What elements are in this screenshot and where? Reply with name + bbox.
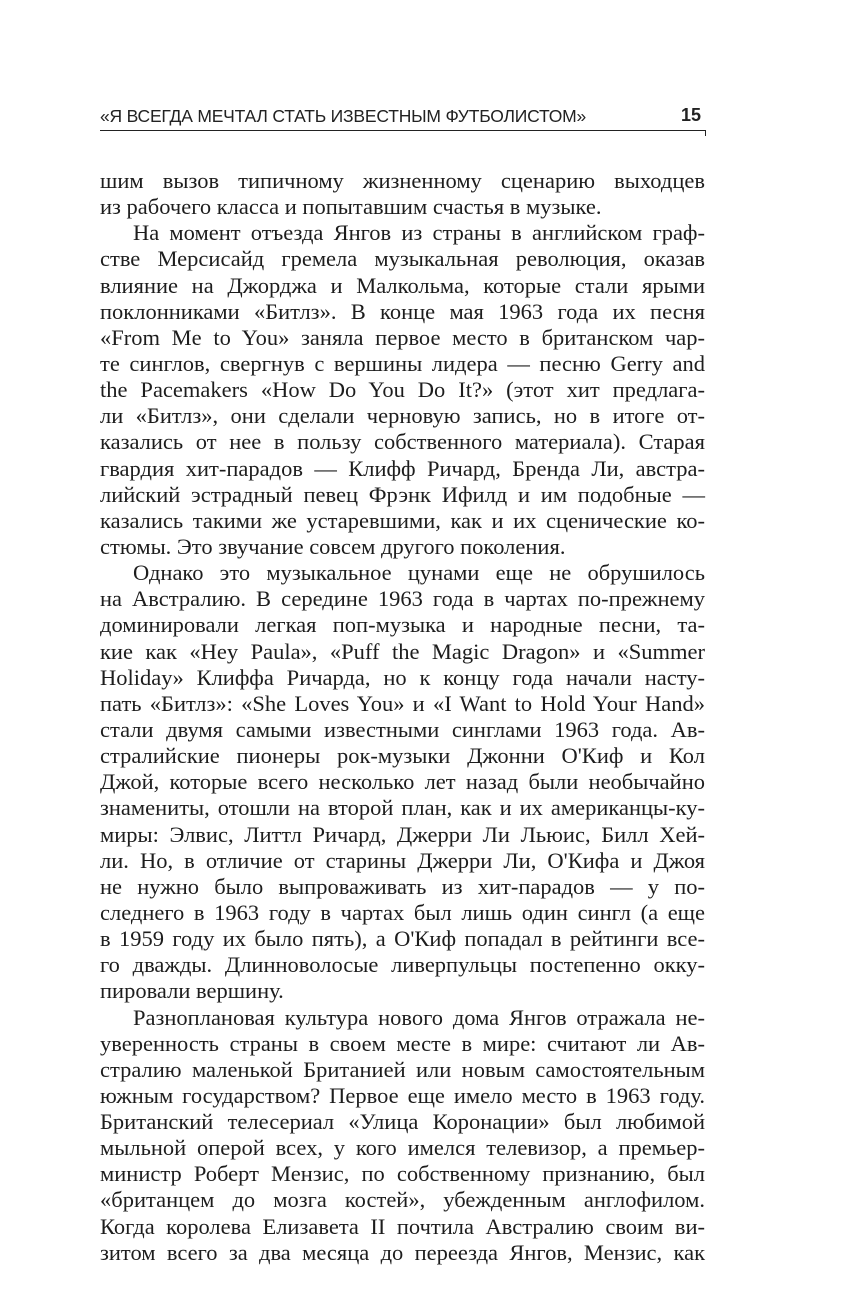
text-line: Holiday» Клиффа Ричарда, но к концу года начали насту- bbox=[100, 664, 705, 690]
body-text bbox=[100, 168, 705, 1266]
text-line: пировали вершину. bbox=[100, 978, 284, 1004]
text-line: зитом всего за два месяца до переезда Янгов, Мензис, как bbox=[100, 1239, 705, 1265]
text-line: министр Роберт Мензис, по собственному признанию, был bbox=[100, 1161, 705, 1187]
text-line: ли. Но, в отличие от старины Джерри Ли, О'Кифа и Джоя bbox=[100, 847, 705, 873]
text-line: the Pacemakers «How Do You Do It?» (этот хит предлага- bbox=[100, 377, 705, 403]
text-line: Британский телесериал «Улица Коронации» был любимой bbox=[100, 1109, 705, 1135]
text-line: те синглов, свергнув с вершины лидера — песню Gerry and bbox=[100, 350, 705, 376]
header-rule-tick bbox=[705, 130, 707, 136]
text-line: На момент отъезда Янгов из страны в английском граф- bbox=[133, 220, 705, 246]
text-line: пать «Битлз»: «She Loves You» и «I Want to Hold Your Hand» bbox=[100, 690, 705, 716]
text-line: из рабочего класса и попытавшим счастья в музыке. bbox=[100, 194, 602, 220]
text-line: не нужно было выпроваживать из хит-парадов — у по- bbox=[100, 873, 705, 899]
text-line: Однако это музыкальное цунами еще не обрушилось bbox=[133, 560, 705, 586]
text-line: следнего в 1963 году в чартах был лишь один сингл (а еще bbox=[100, 899, 705, 925]
running-header bbox=[100, 104, 705, 131]
chapter-title: «Я ВСЕГДА МЕЧТАЛ СТАТЬ ИЗВЕСТНЫМ ФУТБОЛИСТОМ» bbox=[100, 106, 587, 126]
text-line: стралию маленькой Британией или новым самостоятельным bbox=[100, 1056, 705, 1082]
text-line: уверенность страны в своем месте в мире: считают ли Ав- bbox=[100, 1030, 705, 1056]
text-line: на Австралию. В середине 1963 года в чартах по-прежнему bbox=[100, 586, 705, 612]
text-line: стралийские пионеры рок-музыки Джонни О'Киф и Кол bbox=[100, 743, 705, 769]
text-line: гвардия хит-парадов — Клифф Ричард, Бренда Ли, австра- bbox=[100, 455, 705, 481]
text-line: Разноплановая культура нового дома Янгов отражала не- bbox=[133, 1004, 705, 1030]
text-line: стве Мерсисайд гремела музыкальная революция, оказав bbox=[100, 246, 705, 272]
text-line: мыльной оперой всех, у кого имелся телевизор, а премьер- bbox=[100, 1135, 705, 1161]
text-line: казались от нее в пользу собственного материала). Старая bbox=[100, 429, 705, 455]
text-line: миры: Элвис, Литтл Ричард, Джерри Ли Льюис, Билл Хей- bbox=[100, 821, 705, 847]
text-line: доминировали легкая поп-музыка и народные песни, та- bbox=[100, 612, 705, 638]
text-line: южным государством? Первое еще имело место в 1963 году. bbox=[100, 1082, 705, 1108]
text-line: стюмы. Это звучание совсем другого поколения. bbox=[100, 533, 566, 559]
text-line: поклонниками «Битлз». В конце мая 1963 года их песня bbox=[100, 298, 705, 324]
text-line: «From Me to You» заняла первое место в британском чар- bbox=[100, 324, 705, 350]
text-line: Джой, которые всего несколько лет назад были необычайно bbox=[100, 769, 705, 795]
text-line: кие как «Hey Paula», «Puff the Magic Dragon» и «Summer bbox=[100, 638, 705, 664]
text-line: влияние на Джорджа и Малкольма, которые стали ярыми bbox=[100, 272, 705, 298]
text-line: лийский эстрадный певец Фрэнк Ифилд и им подобные — bbox=[100, 481, 705, 507]
text-line: шим вызов типичному жизненному сценарию выходцев bbox=[100, 168, 705, 193]
text-line: стали двумя самыми известными синглами 1963 года. Ав- bbox=[100, 716, 705, 742]
text-line: ли «Битлз», они сделали черновую запись, но в итоге от- bbox=[100, 403, 705, 429]
page-number: 15 bbox=[680, 105, 701, 125]
text-line: казались такими же устаревшими, как и их сценические ко- bbox=[100, 507, 705, 533]
text-line: в 1959 году их было пять), а О'Киф попадал в рейтинги все- bbox=[100, 926, 705, 952]
text-line: «британцем до мозга костей», убежденным англофилом. bbox=[100, 1187, 705, 1213]
text-line: знамениты, отошли на второй план, как и их американцы-ку- bbox=[100, 795, 705, 821]
text-line: Когда королева Елизавета II почтила Австралию своим ви- bbox=[100, 1213, 705, 1239]
text-line: го дважды. Длинноволосые ливерпульцы постепенно окку- bbox=[100, 952, 705, 978]
